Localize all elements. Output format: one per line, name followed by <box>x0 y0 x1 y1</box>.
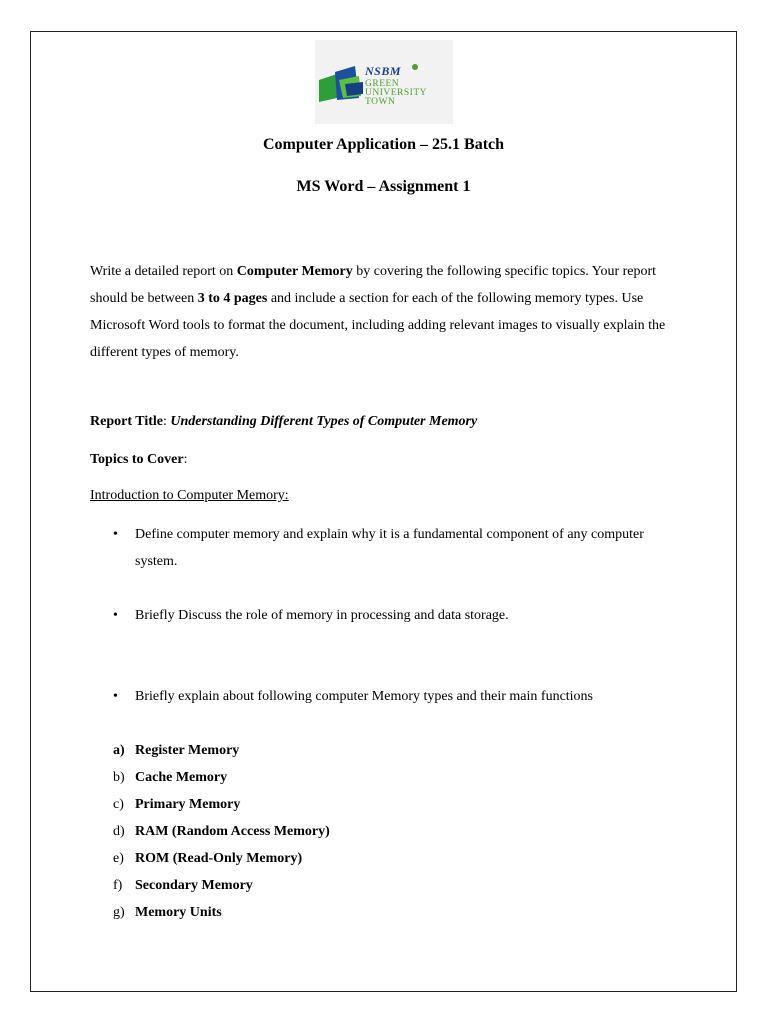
list-marker: c) <box>113 797 124 812</box>
topics-line <box>90 452 187 468</box>
bullet-icon: • <box>113 608 118 623</box>
bullet-text: Briefly Discuss the role of memory in processing and data storage. <box>135 608 509 623</box>
report-title-label: Report Title <box>90 414 163 429</box>
intro-text-1: Write a detailed report on <box>90 264 237 279</box>
logo-line-university: UNIVERSITY <box>365 88 427 98</box>
memory-type-name: Memory Units <box>135 905 222 920</box>
report-title-value: Understanding Different Types of Computer Memory <box>170 414 478 429</box>
bullet-text: Briefly explain about following computer Memory types and their main functions <box>135 689 594 704</box>
logo-line-town: TOWN <box>365 97 396 107</box>
list-marker: b) <box>113 770 125 785</box>
memory-type-name: Secondary Memory <box>135 878 253 893</box>
intro-text-2: by covering the following specific topics. Your report should be between <box>90 264 657 306</box>
topics-colon: : <box>183 452 188 467</box>
section-heading: Introduction to Computer Memory: <box>90 488 289 503</box>
document-title: Computer Application – 25.1 Batch <box>262 136 505 153</box>
intro-text-3: and include a section for each of the following memory types. Use Microsoft Word tools to format the document, including adding relevant images to visually explain the different types of memory. <box>90 291 666 360</box>
document-subtitle: MS Word – Assignment 1 <box>296 178 471 195</box>
report-title-line <box>90 414 477 430</box>
memory-type-name: Primary Memory <box>135 797 241 812</box>
memory-type-name: Register Memory <box>135 743 240 758</box>
bullet-text: Define computer memory and explain why it is a fundamental component of any computer system. <box>135 527 644 569</box>
report-title-colon: : <box>162 414 171 429</box>
memory-type-name: RAM (Random Access Memory) <box>135 824 330 839</box>
memory-type-name: Cache Memory <box>135 770 228 785</box>
nsbm-logo <box>315 40 453 124</box>
list-marker: g) <box>113 905 125 920</box>
list-marker: a) <box>113 743 125 758</box>
list-marker: f) <box>113 878 123 893</box>
bullet-icon: • <box>113 689 118 704</box>
logo-line-green: GREEN <box>365 79 400 89</box>
list-marker: d) <box>113 824 125 839</box>
intro-bold-pages: 3 to 4 pages <box>197 291 268 306</box>
intro-bold-topic: Computer Memory <box>236 264 353 279</box>
topics-label: Topics to Cover <box>90 452 184 467</box>
intro-paragraph <box>90 258 670 366</box>
list-marker: e) <box>113 851 124 866</box>
bullet-icon: • <box>113 527 118 542</box>
logo-brand-text: NSBM <box>365 64 402 78</box>
document-page <box>30 31 737 992</box>
memory-type-name: ROM (Read-Only Memory) <box>135 851 303 866</box>
